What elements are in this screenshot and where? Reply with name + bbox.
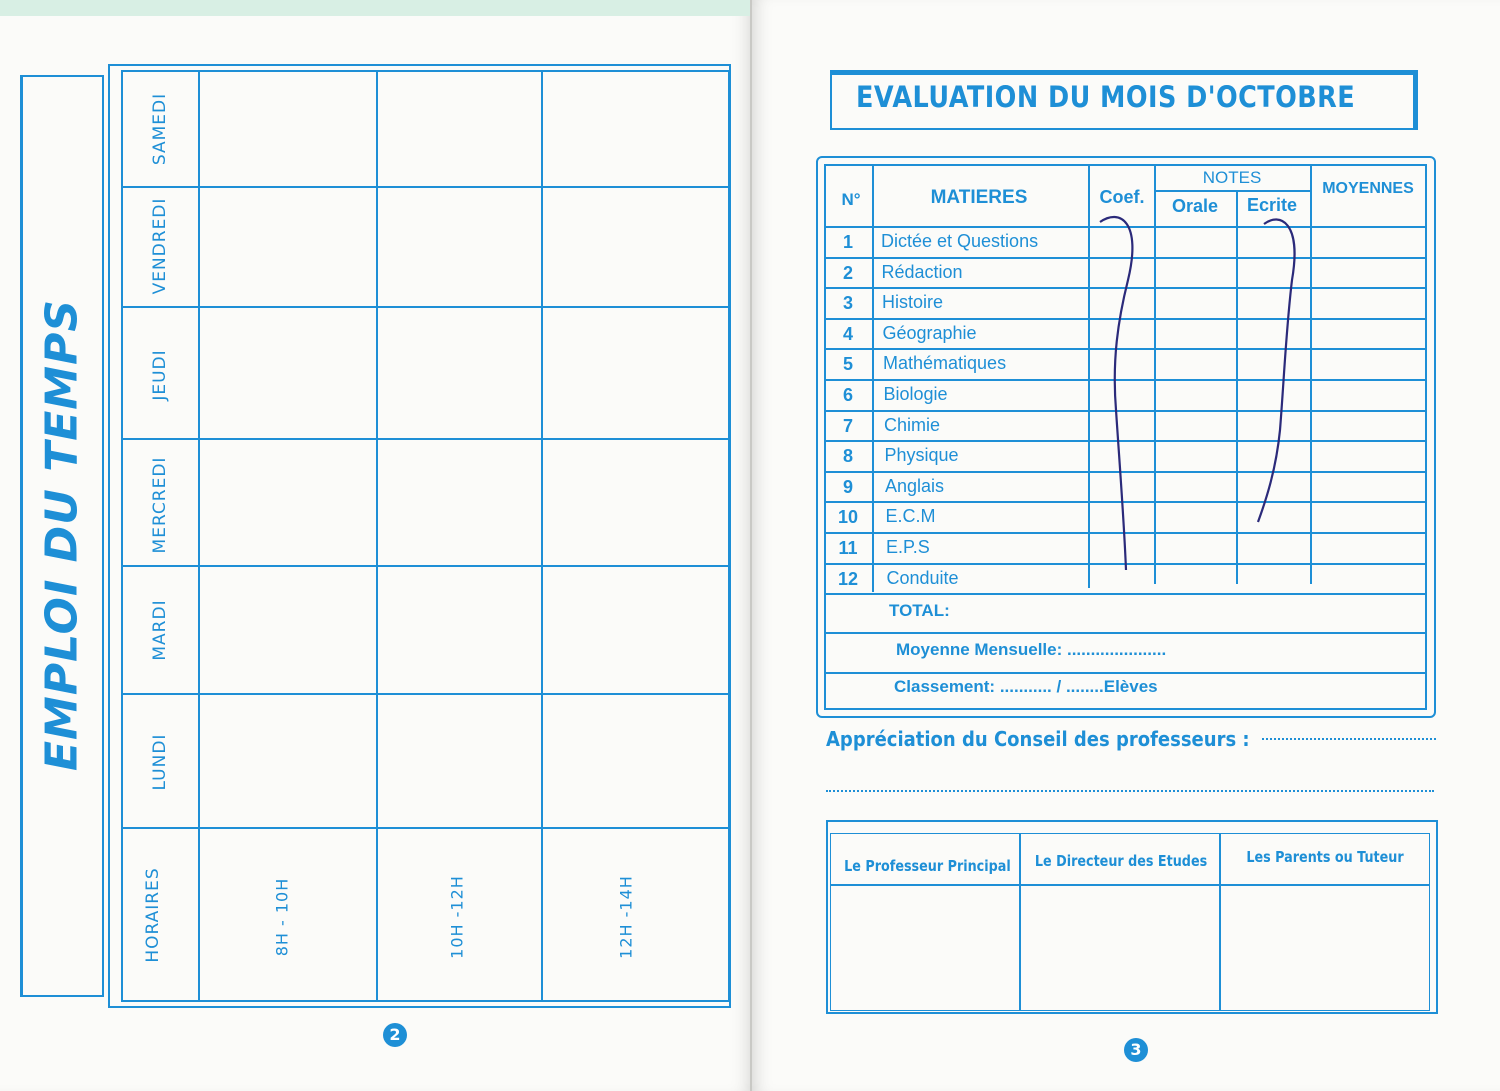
- grades-row-divider: [824, 226, 1427, 228]
- appreciation-label: Appréciation du Conseil des professeurs :: [826, 727, 1250, 751]
- header-subjects: MATIERES: [930, 187, 1028, 208]
- timetable-row-divider: [121, 186, 730, 188]
- grades-row-divider: [824, 501, 1427, 503]
- signature-divider: [830, 884, 1430, 886]
- row-number: 8: [842, 446, 853, 467]
- grades-row-divider: [824, 672, 1427, 674]
- row-subject: Physique: [884, 445, 959, 466]
- header-written: Ecrite: [1246, 195, 1298, 215]
- grades-row-divider: [824, 593, 1427, 595]
- header-notes: NOTES: [1202, 168, 1262, 187]
- time-slot-label: 12H -14H: [616, 875, 636, 959]
- row-subject: Dictée et Questions: [881, 231, 1039, 251]
- grades-row-divider: [824, 318, 1427, 320]
- monthly-average-label: Moyenne Mensuelle: .....................: [896, 640, 1167, 659]
- row-subject: Chimie: [884, 414, 941, 435]
- grades-row-divider: [824, 348, 1427, 350]
- total-label: TOTAL:: [889, 601, 950, 620]
- grades-row-divider: [824, 532, 1427, 534]
- row-number: 11: [838, 538, 858, 558]
- row-subject: Rédaction: [881, 261, 963, 282]
- row-subject: Géographie: [882, 322, 977, 343]
- row-number: 7: [842, 415, 853, 436]
- green-edge-strip: [0, 0, 752, 16]
- row-number: 4: [842, 323, 853, 344]
- day-label-mardi: MARDI: [150, 599, 170, 661]
- grades-col-divider: [872, 164, 874, 592]
- timetable-col-divider: [376, 70, 378, 1002]
- timetable-grid: [121, 70, 730, 1002]
- row-number: 10: [837, 507, 859, 528]
- ranking-label: Classement: ........... / ........Elèves: [894, 677, 1158, 696]
- row-subject: E.C.M: [885, 506, 936, 527]
- row-number: 1: [842, 232, 853, 252]
- day-label-samedi: SAMEDI: [150, 92, 170, 166]
- header-averages: MOYENNES: [1322, 180, 1414, 197]
- row-number: 2: [842, 262, 853, 283]
- hours-header: HORAIRES: [143, 867, 163, 963]
- timetable-row-divider: [121, 438, 730, 440]
- grades-row-divider: [824, 257, 1427, 259]
- signature-label-principal: Le Professeur Principal: [844, 857, 1011, 875]
- grades-row-divider: [824, 410, 1427, 412]
- grades-col-divider: [1236, 190, 1238, 584]
- grades-row-divider: [824, 379, 1427, 381]
- signature-label-parents: Les Parents ou Tuteur: [1246, 848, 1404, 866]
- appreciation-dotted-line[interactable]: [826, 790, 1434, 792]
- grades-col-divider: [1310, 164, 1312, 584]
- grades-row-divider: [824, 440, 1427, 442]
- grades-row-divider: [824, 287, 1427, 289]
- row-subject: Mathématiques: [883, 353, 1007, 374]
- row-number: 5: [842, 354, 853, 375]
- timetable-title: EMPLOI DU TEMPS: [36, 298, 88, 772]
- day-label-vendredi: VENDREDI: [150, 197, 170, 295]
- signature-col-divider: [1219, 833, 1221, 1011]
- row-subject: E.P.S: [886, 537, 930, 557]
- timetable-row-divider: [121, 827, 730, 829]
- grades-col-divider: [1088, 164, 1090, 588]
- page-number-right: 3: [1124, 1038, 1148, 1062]
- row-subject: Anglais: [885, 475, 945, 496]
- timetable-row-divider: [121, 565, 730, 567]
- row-subject: Biologie: [883, 384, 948, 404]
- grades-row-divider: [824, 632, 1427, 634]
- day-label-lundi: LUNDI: [150, 733, 170, 791]
- page-number-left: 2: [383, 1023, 407, 1047]
- timetable-row-divider: [121, 306, 730, 308]
- row-number: 3: [842, 293, 853, 314]
- timetable-col-divider: [198, 70, 200, 1002]
- grades-row-divider: [824, 471, 1427, 473]
- header-oral: Orale: [1171, 196, 1219, 216]
- row-number: 6: [842, 385, 853, 405]
- day-label-mercredi: MERCREDI: [150, 456, 170, 554]
- row-subject: Conduite: [886, 567, 959, 588]
- timetable-row-divider: [121, 693, 730, 695]
- header-number: N°: [841, 190, 861, 209]
- grades-row-divider: [1154, 190, 1310, 192]
- row-number: 12: [837, 568, 859, 589]
- row-number: 9: [842, 476, 853, 497]
- evaluation-title: EVALUATION DU MOIS D'OCTOBRE: [856, 80, 1356, 114]
- header-coef: Coef.: [1099, 187, 1145, 207]
- time-slot-label: 10H -12H: [447, 875, 467, 959]
- timetable-col-divider: [541, 70, 543, 1002]
- day-label-jeudi: JEUDI: [150, 349, 170, 401]
- appreciation-dotted-line[interactable]: [1262, 738, 1436, 740]
- grades-col-divider: [1154, 164, 1156, 584]
- signature-col-divider: [1019, 833, 1021, 1011]
- row-subject: Histoire: [882, 292, 944, 313]
- signature-label-director: Le Directeur des Etudes: [1034, 852, 1208, 870]
- time-slot-label: 8H - 10H: [272, 877, 292, 957]
- grades-row-divider: [824, 563, 1427, 565]
